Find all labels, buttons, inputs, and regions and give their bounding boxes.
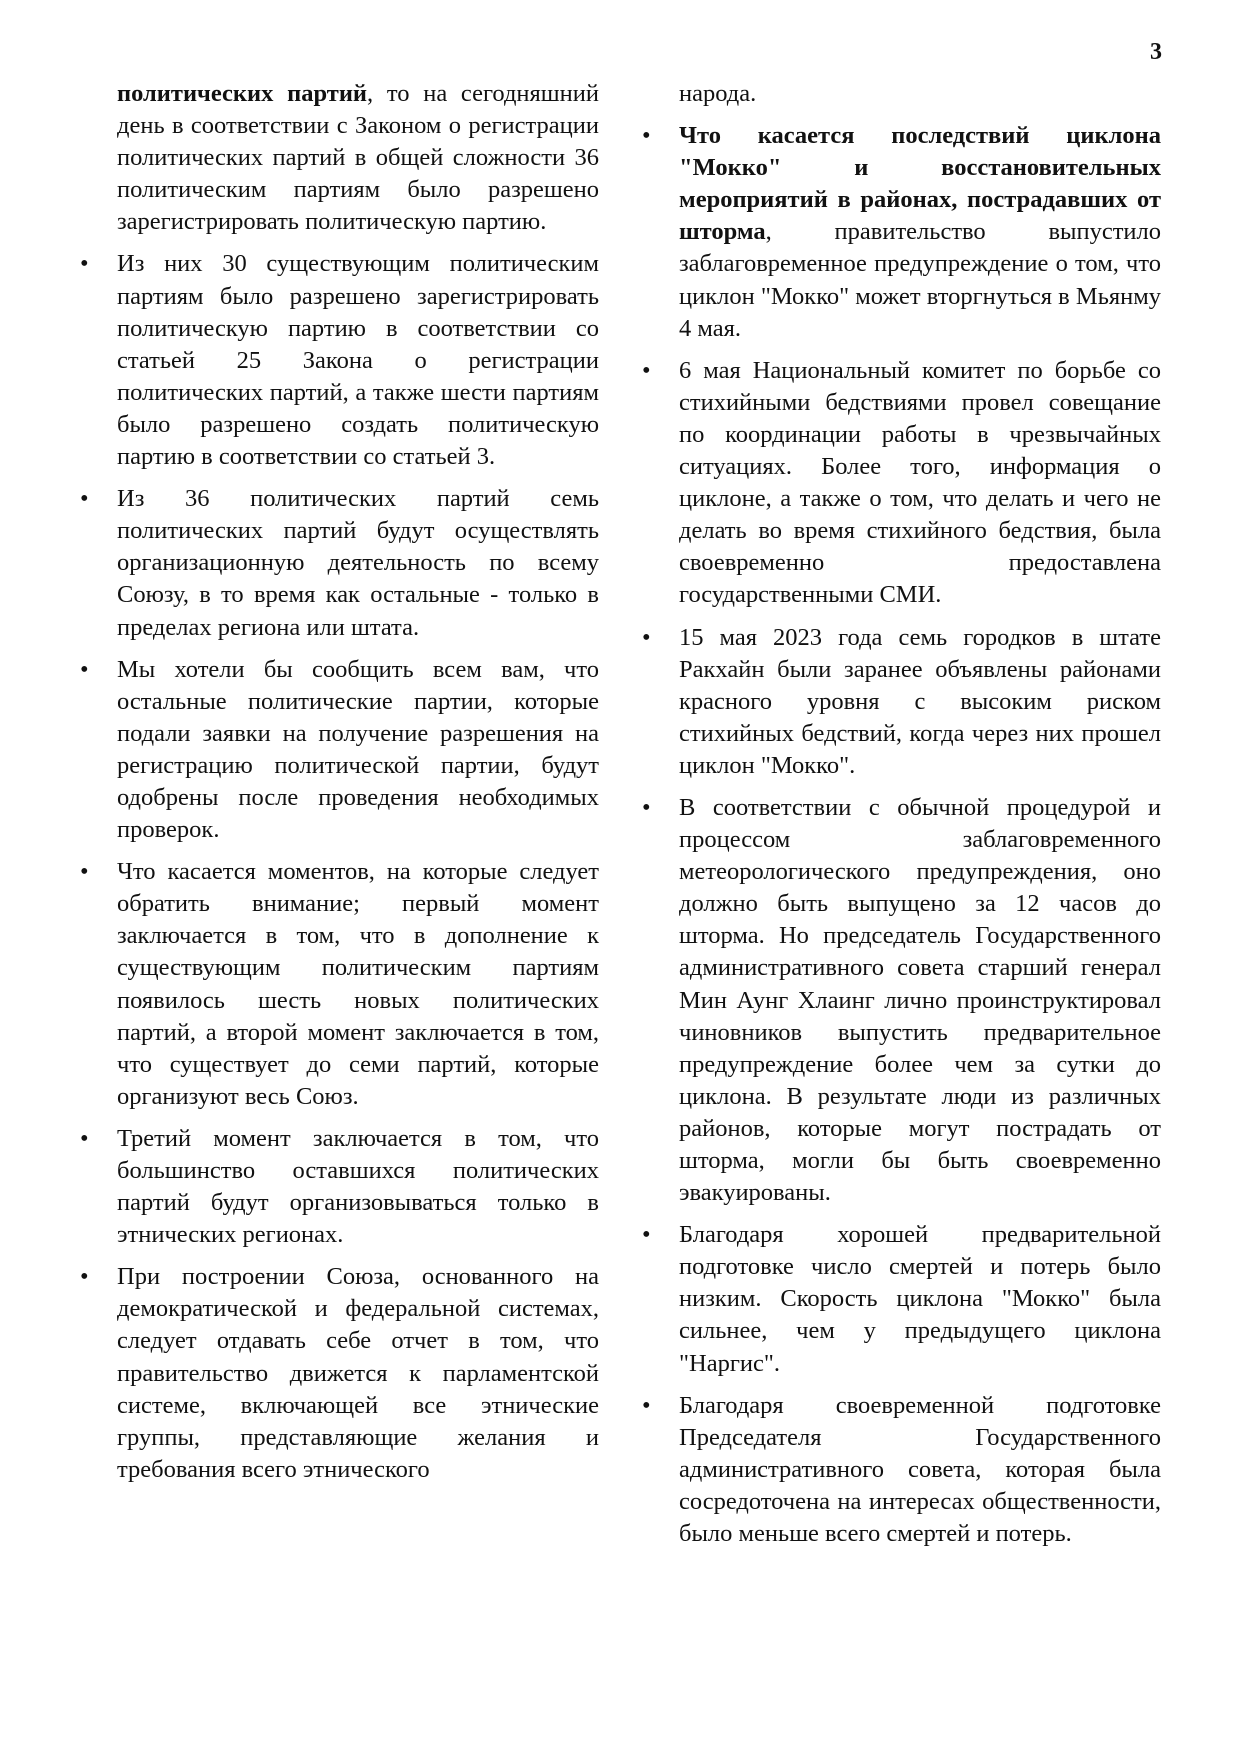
bullet-item: • Из них 30 существующим политическим партиям было разрешено зарегистрировать политическую партию в соответствии со статьей 25 Закона о регистрации политических партий, а также шести партиям было разрешено создать политическую партию в соответствии со статьей 3. — [117, 248, 599, 473]
bullet-item: • Благодаря хорошей предварительной подготовке число смертей и потерь было низким. Скорость циклона "Мокко" была сильнее, чем у предыдущего циклона "Наргис". — [679, 1219, 1161, 1379]
intro-bold-text: политических партий — [117, 80, 368, 107]
intro-text: , то на сегодняшний день в соответствии с Законом о регистрации политических партий в общей сложности 36 политическим партиям было разрешено зарегистрировать политическую партию. — [117, 80, 599, 236]
bullet-item: • Из 36 политических партий семь политических партий будут осуществлять организационную деятельность по всему Союзу, в то время как остальные - только в пределах региона или штата. — [117, 483, 599, 643]
bullet-item: • 6 мая Национальный комитет по борьбе со стихийными бедствиями провел совещание по координации работы в чрезвычайных ситуациях. Более того, информация о циклоне, а также о том, что делать и чего не делать во время стихийного бедствия, была своевременно предоставлена государственными СМИ. — [679, 355, 1161, 612]
intro-paragraph — [117, 78, 599, 238]
bullet-item: • При построении Союза, основанного на демократической и федеральной системах, следует отдавать себе отчет в том, что правительство движется к парламентской системе, включающей все этнические группы, представляющие желания и требования всего этнического — [117, 1261, 599, 1486]
continuation-text: народа. — [679, 80, 757, 107]
bullet-item-cyclone-heading — [679, 120, 1161, 345]
right-column — [679, 78, 1161, 1560]
bullet-item: • Благодаря своевременной подготовке Председателя Государственного административного совета, которая была сосредоточена на интересах общественности, было меньше всего смертей и потерь. — [679, 1390, 1161, 1550]
bullet-item: • Что касается моментов, на которые следует обратить внимание; первый момент заключается в том, что в дополнение к существующим политическим партиям появилось шесть новых политических партий, а второй момент заключается в том, что существует до семи партий, которые организуют весь Союз. — [117, 856, 599, 1113]
bullet-item: • Мы хотели бы сообщить всем вам, что остальные политические партии, которые подали заявки на получение разрешения на регистрацию политической партии, будут одобрены после проведения необходимых проверок. — [117, 654, 599, 847]
bullet-item: • В соответствии с обычной процедурой и процессом заблаговременного метеорологического предупреждения, оно должно быть выпущено за 12 часов до шторма. Но председатель Государственного административного совета старший генерал Мин Аунг Хлаинг лично проинструктировал чиновников выпустить предварительное предупреждение более чем за сутки до циклона. В результате люди из различных районов, которые могут пострадать от шторма, могли бы быть своевременно эвакуированы. — [679, 792, 1161, 1209]
left-column — [117, 78, 599, 1496]
heading-continuation-text: , правительство выпустило заблаговременное предупреждение о том, что циклон "Мокко" может вторгнуться в Мьянму 4 мая. — [679, 218, 1161, 342]
bullet-item: • 15 мая 2023 года семь городков в штате Ракхайн были заранее объявлены районами красного уровня с высоким риском стихийных бедствий, когда через них прошел циклон "Мокко". — [679, 622, 1161, 782]
page-number: 3 — [1150, 39, 1162, 65]
bullet-item: • Третий момент заключается в том, что большинство оставшихся политических партий будут организовываться только в этнических регионах. — [117, 1123, 599, 1251]
bold-heading-text: Что касается последствий циклона "Мокко" и восстановительных мероприятий в районах, пострадавших от шторма — [679, 122, 1161, 246]
